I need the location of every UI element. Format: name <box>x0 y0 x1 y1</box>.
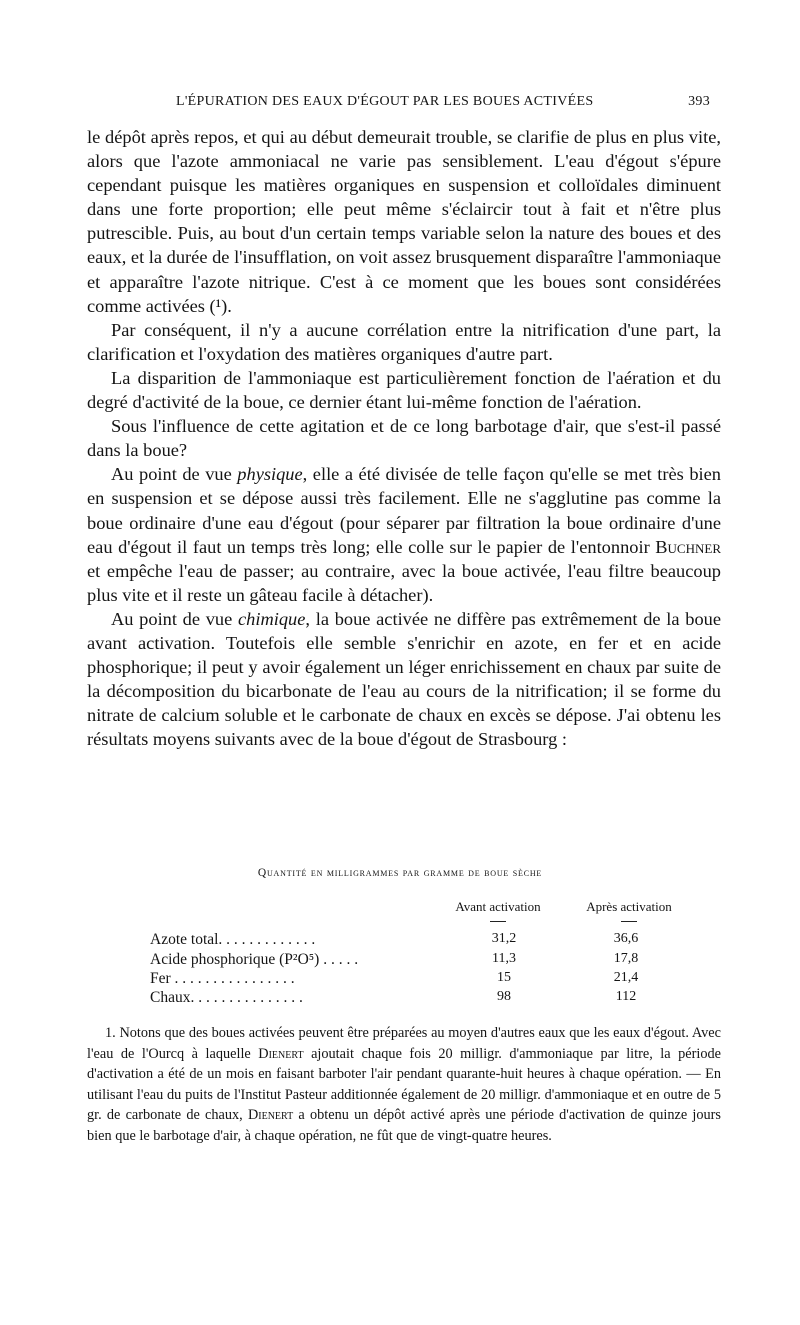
paragraph-2: Par conséquent, il n'y a aucune corrélation entre la nitrification d'une part, la clarification et l'oxydation des matières organiques d'autre part. <box>87 319 721 364</box>
footnote <box>87 1023 721 1146</box>
footnote-text-c: a obtenu un dépôt activé après une période d'activation de quinze jours bien que le barbotage d'air, à chaque opération, ne fût que de vingt-quatre heures. <box>87 1107 721 1144</box>
footnote-text-b: ajoutait chaque fois 20 milligr. d'ammoniaque par litre, la période d'activation a été de un mois en faisant barboter l'air pendant quarante-huit heures à chaque opération. — En utilisant l'eau du puits de l'Institut Pasteur additionnée également de 20 milligr. d'ammoniaque et en outre de 5 gr. de carbonate de chaux, <box>87 1045 721 1123</box>
paragraph-6 <box>87 607 721 752</box>
column-rule-after <box>621 921 637 922</box>
paragraph-6-text-b: , la boue activée ne diffère pas extrêmement de la boue avant activation. Toutefois elle semble s'enrichir en azote, en fer et en acide phosphorique; il peut y avoir également un léger enrichissement en chaux par suite de la décomposition du bicarbonate de l'eau au cours de la nitrification; il se forme du nitrate de calcium soluble et le carbonate de chaux en excès se dépose. J'ai obtenu les résultats moyens suivants avec de la boue d'égout de Strasbourg : <box>87 608 722 750</box>
value-before: 31,2 <box>491 931 517 946</box>
footnote-text-a: 1. Notons que des boues activées peuvent être préparées au moyen d'autres eaux que les eaux d'égout. Avec l'eau de l'Ourcq à laquelle <box>87 1025 721 1062</box>
paragraph-4: Sous l'influence de cette agitation et de ce long barbotage d'air, que s'est-il passé dans la boue? <box>87 416 721 461</box>
row-label: Azote total. . . . . . . . . . . . . <box>150 931 316 948</box>
column-header-after <box>570 899 688 922</box>
value-after: 36,6 <box>613 931 639 946</box>
column-header-before <box>438 899 558 922</box>
paragraph-1: le dépôt après repos, et qui au début demeurait trouble, se clarifie de plus en plus vite, alors que l'azote ammoniacal ne varie pas sensiblement. L'eau d'égout s'épure cependant puisque les matières organiques en suspension et colloïdales diminuent dans une forte proportion; elle peut même s'éclaircir tout à fait et n'être plus putrescible. Puis, au bout d'un certain temps variable selon la nature des boues et des eaux, et la durée de l'insufflation, on voit assez brusquement disparaître l'ammoniaque et apparaître l'azote nitrique. C'est à ce moment que les boues sont considérées comme activées (¹). <box>87 127 721 316</box>
value-before: 11,3 <box>492 951 516 966</box>
column-rule-before <box>490 921 506 922</box>
author-name-dienert: Dienert <box>247 1107 294 1123</box>
paragraph-5-text-b: , elle a été divisée de telle façon qu'elle se met très bien en suspension et se dépose aussi très facilement. Elle ne s'agglutine pas comme la boue ordinaire d'une eau d'égout (pour séparer par filtration la boue ordinaire d'une eau d'égout il faut un temps très long; elle colle sur le papier de l'entonnoir <box>87 464 721 557</box>
paragraph-5-text-a: Au point de vue <box>111 464 238 485</box>
author-name-buchner: Buchner <box>655 536 721 557</box>
value-before: 15 <box>497 970 511 985</box>
row-label: Fer . . . . . . . . . . . . . . . . <box>150 970 295 987</box>
paragraph-5-text-c: et empêche l'eau de passer; au contraire, avec la boue activée, l'eau filtre beaucoup plus vite et il reste un gâteau facile à détacher). <box>87 560 721 605</box>
value-after: 21,4 <box>613 970 639 985</box>
column-header-after-label: Après activation <box>586 899 672 914</box>
emphasis-chimique: chimique <box>238 608 306 629</box>
table-caption: Quantité en milligrammes par gramme de boue sèche <box>257 867 543 879</box>
value-before: 98 <box>497 989 511 1004</box>
column-header-before-label: Avant activation <box>455 899 541 914</box>
paragraph-3: La disparition de l'ammoniaque est particulièrement fonction de l'aération et du degré d'activité de la boue, ce dernier étant lui-même fonction de l'aération. <box>87 367 721 413</box>
page-number: 393 <box>688 94 710 109</box>
row-label: Acide phosphorique (P²O⁵) . . . . . <box>150 951 359 968</box>
body-text <box>87 125 721 751</box>
row-label: Chaux. . . . . . . . . . . . . . . <box>150 989 303 1006</box>
paragraph-5 <box>87 462 721 607</box>
value-after: 112 <box>615 989 637 1004</box>
value-after: 17,8 <box>613 951 639 966</box>
paragraph-6-text-a: Au point de vue <box>111 608 238 629</box>
author-name-dienert: Dienert <box>258 1045 304 1062</box>
emphasis-physique: physique <box>237 464 303 485</box>
running-title: L'ÉPURATION DES EAUX D'ÉGOUT PAR LES BOUES ACTIVÉES <box>176 94 594 109</box>
